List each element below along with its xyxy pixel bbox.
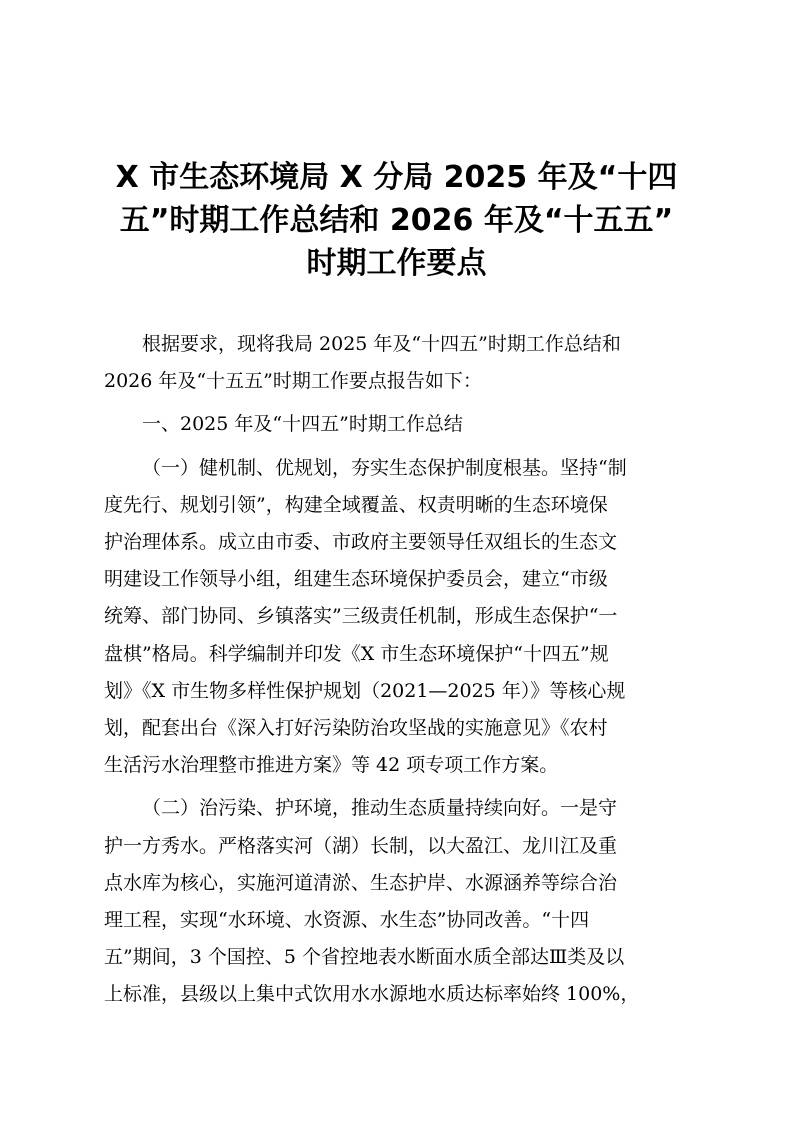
para-2-line-1: （二）治污染、护环境，推动生态质量持续向好。一是守 (142, 797, 618, 820)
title-line-2: 五”时期工作总结和 2026 年及“十五五” (119, 203, 674, 238)
document-body (104, 326, 690, 1014)
para-1-line-7: 划》《X 市生物多样性保护规划（2021—2025 年）》等核心规 (104, 679, 626, 702)
intro-paragraph (104, 326, 690, 400)
para-2-line-2: 护一方秀水。严格落实河（湖）长制，以大盈江、龙川江及重 (104, 834, 618, 857)
para-1-line-8: 划，配套出台《深入打好污染防治攻坚战的实施意见》《农村 (104, 717, 608, 740)
paragraph-1 (104, 450, 690, 785)
para-2-line-4: 理工程，实现“水环境、水资源、水生态”协同改善。“十四 (104, 909, 590, 932)
title-line-3: 时期工作要点 (306, 246, 487, 281)
paragraph-2 (104, 790, 690, 1013)
para-2-line-5: 五”期间，3 个国控、5 个省控地表水断面水质全部达Ⅲ类及以 (104, 946, 625, 969)
title-line-1: X 市生态环境局 X 分局 2025 年及“十四 (115, 160, 678, 195)
para-1-line-5: 统筹、部门协同、乡镇落实”三级责任机制，形成生态保护“一 (104, 605, 618, 628)
section-heading-1: 一、2025 年及“十四五”时期工作总结 (142, 413, 463, 436)
intro-line-1: 根据要求，现将我局 2025 年及“十四五”时期工作总结和 (142, 333, 621, 355)
para-1-line-2: 度先行、规划引领”，构建全域覆盖、权责明晰的生态环境保 (104, 493, 608, 516)
document-title (100, 156, 693, 285)
para-2-line-3: 点水库为核心，实施河道清淤、生态护岸、水源涵养等综合治 (104, 871, 618, 894)
para-1-line-4: 明建设工作领导小组，组建生态环境保护委员会，建立“市级 (104, 568, 608, 591)
intro-line-2: 2026 年及“十五五”时期工作要点报告如下： (104, 370, 482, 393)
para-1-line-1: （一）健机制、优规划，夯实生态保护制度根基。坚持“制 (142, 456, 627, 479)
para-1-line-9: 生活污水治理整市推进方案》等 42 项专项工作方案。 (104, 754, 559, 777)
para-1-line-3: 护治理体系。成立由市委、市政府主要领导任双组长的生态文 (104, 531, 618, 554)
para-1-line-6: 盘棋”格局。科学编制并印发《X 市生态环境保护“十四五”规 (104, 642, 609, 665)
para-2-line-6: 上标准，县级以上集中式饮用水水源地水质达标率始终 100%， (104, 983, 640, 1006)
